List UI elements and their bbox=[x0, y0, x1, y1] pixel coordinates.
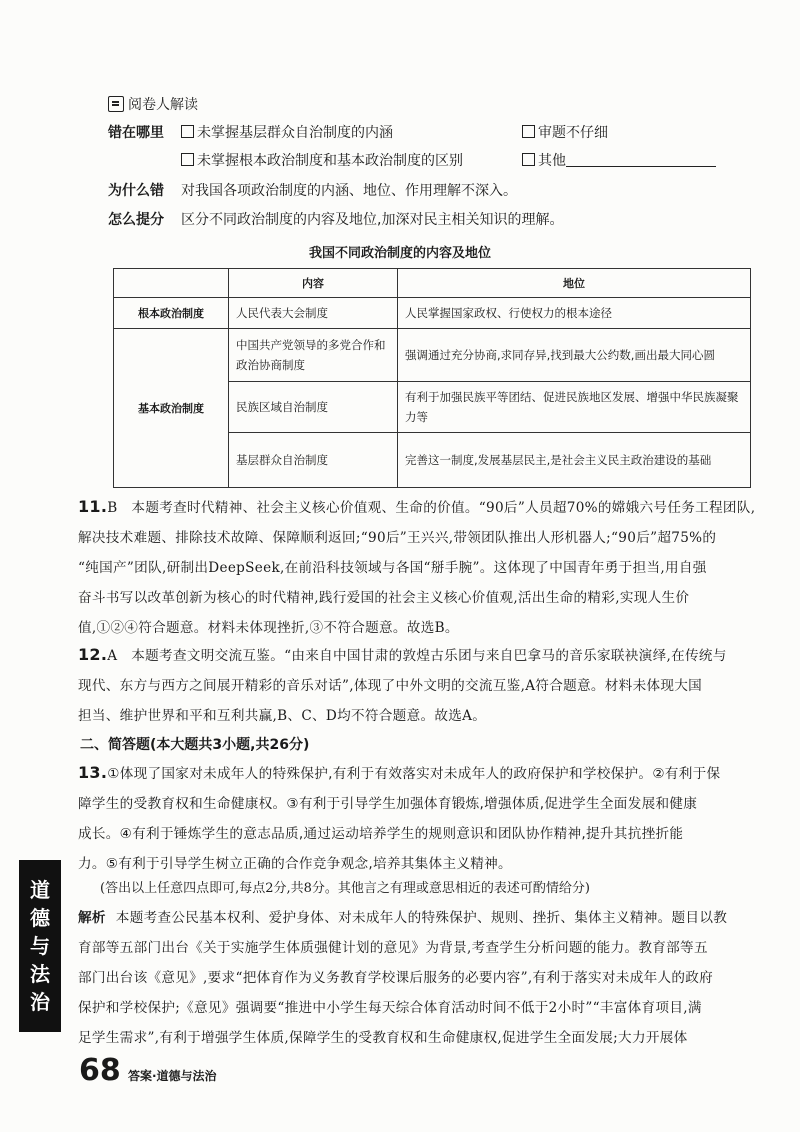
q11-line: 奋斗书写以改革创新为核心的时代精神,践行爱国的社会主义核心价值观,活出生命的精彩,实现人生价 bbox=[78, 590, 690, 606]
question-number: 13. bbox=[78, 763, 108, 782]
question-13 bbox=[78, 758, 766, 879]
error-option-2[interactable]: 未掌握根本政治制度和基本政治制度的区别 bbox=[181, 150, 463, 170]
content-cell: 民族区域自治制度 bbox=[229, 382, 398, 433]
analysis-line: 解析 本题考查公民基本权利、爱护身体、对未成年人的特殊保护、规则、挫折、集体主义精神。题目以教 bbox=[78, 910, 728, 926]
q13-line: 13.①体现了国家对未成年人的特殊保护,有利于有效落实对未成年人的政府保护和学校保护。②有利于保 bbox=[78, 763, 721, 782]
checkbox[interactable] bbox=[522, 153, 535, 166]
question-number: 12. bbox=[78, 645, 108, 664]
side-tab-char: 治 bbox=[30, 990, 50, 1014]
checkbox[interactable] bbox=[522, 125, 535, 138]
system-table bbox=[113, 268, 751, 488]
subject-side-tab bbox=[19, 860, 61, 1032]
question-11 bbox=[78, 492, 766, 643]
analysis-label: 解析 bbox=[78, 910, 106, 926]
analysis-line: 足学生需求”,有利于增强学生体质,保障学生的受教育权和生命健康权,促进学生全面发展;大力开展体 bbox=[78, 1030, 688, 1046]
analysis-line: 部门出台该《意见》,要求“把体育作为义务教育学校课后服务的必要内容”,有利于落实对未成年人的政府 bbox=[78, 970, 714, 986]
q11-line: 11.B 本题考查时代精神、社会主义核心价值观、生命的价值。“90后”人员超70%的嫦娥六号任务工程团队, bbox=[78, 497, 756, 516]
analysis-line: 保护和学校保护;《意见》强调要“推进中小学生每天综合体育活动时间不低于2小时”“丰富体育项目,满 bbox=[78, 1000, 702, 1016]
analysis-line: 育部等五部门出台《关于实施学生体质强健计划的意见》为背景,考查学生分析问题的能力。教育部等五 bbox=[78, 940, 708, 956]
document-icon bbox=[108, 96, 124, 112]
content-cell: 人民代表大会制度 bbox=[229, 298, 398, 329]
content-cell: 中国共产党领导的多党合作和政治协商制度 bbox=[229, 329, 398, 382]
checkbox[interactable] bbox=[181, 125, 194, 138]
improve-label: 怎么提分 bbox=[108, 212, 164, 228]
q13-line: 力。⑤有利于引导学生树立正确的合作竞争观念,培养其集体主义精神。 bbox=[78, 856, 512, 872]
why-text: 对我国各项政治制度的内涵、地位、作用理解不深入。 bbox=[181, 183, 517, 199]
q12-line: 担当、维护世界和平和互利共赢,B、C、D均不符合题意。故选A。 bbox=[78, 708, 487, 724]
side-tab-char: 道 bbox=[30, 878, 50, 902]
status-cell: 完善这一制度,发展基层民主,是社会主义民主政治建设的基础 bbox=[398, 433, 751, 488]
q11-line: “纯国产”团队,研制出DeepSeek,在前沿科技领域与各国“掰手腕”。这体现了中国青年勇于担当,用自强 bbox=[78, 560, 707, 576]
improve-text: 区分不同政治制度的内容及地位,加深对民主相关知识的理解。 bbox=[181, 212, 564, 228]
footer-label: 答案·道德与法治 bbox=[128, 1069, 217, 1083]
table-header-content: 内容 bbox=[229, 269, 398, 298]
error-option-3[interactable]: 审题不仔细 bbox=[522, 122, 608, 142]
reviewer-header bbox=[108, 94, 198, 114]
error-option-4[interactable]: 其他 bbox=[522, 150, 716, 170]
q11-line: 解决技术难题、排除技术故障、保障顺利返回;“90后”王兴兴,带领团队推出人形机器人;“90后”超75%的 bbox=[78, 530, 717, 546]
status-cell: 人民掌握国家政权、行使权力的根本途径 bbox=[398, 298, 751, 329]
reviewer-title: 阅卷人解读 bbox=[128, 97, 198, 113]
page-number: 68 bbox=[79, 1053, 121, 1088]
q13-line: 成长。④有利于锤炼学生的意志品质,通过运动培养学生的规则意识和团队协作精神,提升其抗挫折能 bbox=[78, 826, 684, 842]
q12-line: 12.A 本题考查文明交流互鉴。“由来自中国甘肃的敦煌古乐团与来自巴拿马的音乐家联袂演绎,在传统与 bbox=[78, 645, 727, 664]
error-label: 错在哪里 bbox=[108, 125, 164, 141]
table-row bbox=[114, 298, 751, 329]
status-cell: 强调通过充分协商,求同存异,找到最大公约数,画出最大同心圆 bbox=[398, 329, 751, 382]
table-row bbox=[114, 329, 751, 382]
scoring-note: (答出以上任意四点即可,每点2分,共8分。其他言之有理或意思相近的表述可酌情给分) bbox=[100, 881, 590, 896]
table-header-status: 地位 bbox=[398, 269, 751, 298]
q11-line: 值,①②④符合题意。材料未体现挫折,③不符合题意。故选B。 bbox=[78, 620, 459, 636]
question-12 bbox=[78, 640, 766, 731]
category-cell: 基本政治制度 bbox=[114, 329, 229, 488]
question-number: 11. bbox=[78, 497, 108, 516]
side-tab-char: 德 bbox=[30, 906, 50, 930]
section-heading: 二、简答题(本大题共3小题,共26分) bbox=[80, 737, 310, 753]
analysis-block bbox=[78, 903, 766, 1053]
category-cell: 根本政治制度 bbox=[114, 298, 229, 329]
checkbox[interactable] bbox=[181, 153, 194, 166]
side-tab-char: 法 bbox=[30, 962, 50, 986]
content-cell: 基层群众自治制度 bbox=[229, 433, 398, 488]
why-label: 为什么错 bbox=[108, 183, 164, 199]
side-tab-char: 与 bbox=[30, 934, 50, 958]
status-cell: 有利于加强民族平等团结、促进民族地区发展、增强中华民族凝聚力等 bbox=[398, 382, 751, 433]
q12-line: 现代、东方与西方之间展开精彩的音乐对话”,体现了中外文明的交流互鉴,A符合题意。材料未体现大国 bbox=[78, 678, 703, 694]
q13-line: 障学生的受教育权和生命健康权。③有利于引导学生加强体育锻炼,增强体质,促进学生全面发展和健康 bbox=[78, 796, 698, 812]
table-title: 我国不同政治制度的内容及地位 bbox=[308, 246, 491, 261]
error-option-1[interactable]: 未掌握基层群众自治制度的内涵 bbox=[181, 122, 393, 142]
table-header-blank bbox=[114, 269, 229, 298]
other-input-line[interactable] bbox=[566, 152, 716, 167]
